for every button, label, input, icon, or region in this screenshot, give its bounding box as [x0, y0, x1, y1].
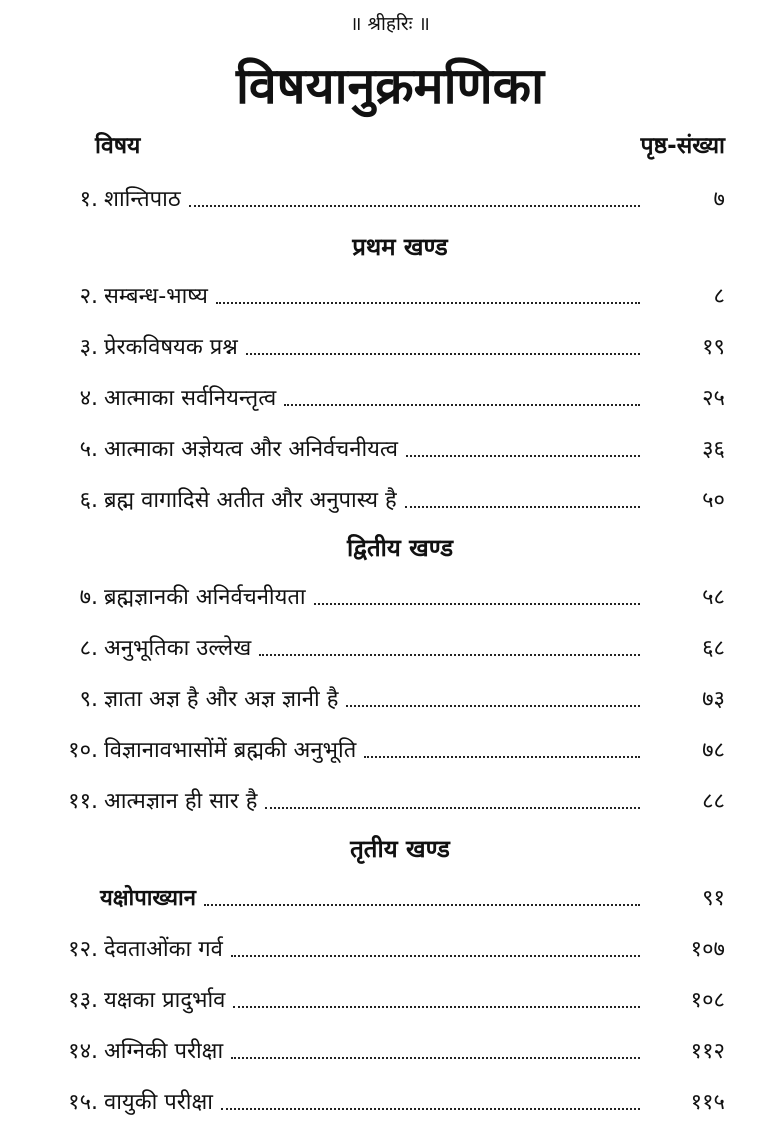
entry-title: ज्ञाता अज्ञ है और अज्ञ ज्ञानी है: [104, 686, 339, 712]
entry-page-number: ५८: [702, 584, 725, 610]
toc-entry-main: [0, 433, 640, 463]
entry-page-number: ७८: [702, 737, 725, 763]
entry-title: प्रेरकविषयक प्रश्न: [104, 334, 238, 360]
page-title: विषयानुक्रमणिका: [235, 57, 545, 115]
dot-leader: [246, 353, 640, 355]
entry-number: १.: [79, 186, 98, 212]
dot-leader: [346, 705, 640, 707]
entry-title: सम्बन्ध-भाष्य: [104, 283, 208, 309]
toc-entry-main: [0, 933, 640, 963]
entry-title: आत्माका अज्ञेयत्व और अनिर्वचनीयत्व: [104, 436, 398, 462]
toc-entry-main: [0, 683, 640, 713]
toc-entry[interactable]: [0, 1024, 780, 1075]
entry-page-number: ८८: [702, 788, 725, 814]
entry-title: देवताओंका गर्व: [104, 936, 223, 962]
toc-entry[interactable]: [0, 723, 780, 774]
entry-page-number: ७३: [702, 686, 725, 712]
entry-page-number: ९१: [702, 885, 725, 911]
dot-leader: [204, 904, 640, 906]
entry-page-number: ३६: [702, 436, 725, 462]
section-heading: प्रथम खण्ड: [352, 232, 448, 261]
entry-title: शान्तिपाठ: [104, 186, 181, 212]
dot-leader: [231, 1057, 640, 1059]
toc-entry[interactable]: [0, 269, 780, 320]
dot-leader: [284, 404, 640, 406]
toc-entry-main: [0, 183, 640, 213]
entry-number: ३.: [79, 334, 98, 360]
toc-entry-main: [0, 280, 640, 310]
entry-page-number: १९: [702, 334, 725, 360]
entry-page-number: ८: [713, 283, 725, 309]
toc-entry-main: [0, 632, 640, 662]
entry-title: यक्षोपाख्यान: [100, 885, 196, 911]
toc-entry-main: [0, 1086, 640, 1116]
toc-entry[interactable]: [0, 922, 780, 973]
entry-page-number: ७: [713, 186, 725, 212]
entry-title: यक्षका प्रादुर्भाव: [104, 987, 226, 1013]
entry-page-number: ११५: [690, 1089, 725, 1115]
entry-page-number: ११२: [690, 1038, 725, 1064]
dot-leader: [231, 955, 640, 957]
toc-entry-main: [0, 1035, 640, 1065]
entry-title: विज्ञानावभासोंमें ब्रह्मकी अनुभूति: [104, 737, 357, 763]
entry-number: ४.: [79, 385, 98, 411]
dot-leader: [189, 205, 640, 207]
dot-leader: [233, 1006, 640, 1008]
entry-page-number: ६८: [702, 635, 725, 661]
toc-entry-main: [0, 382, 640, 412]
dot-leader: [405, 506, 640, 508]
dot-leader: [216, 302, 640, 304]
entry-title: वायुकी परीक्षा: [104, 1089, 213, 1115]
entry-number: ८.: [79, 635, 98, 661]
toc-entry[interactable]: [0, 871, 780, 922]
toc-entry[interactable]: [0, 774, 780, 825]
entry-title: ब्रह्म वागादिसे अतीत और अनुपास्य है: [104, 487, 397, 513]
entry-page-number: १०८: [690, 987, 725, 1013]
entry-number: १०.: [68, 737, 98, 763]
entry-number: १३.: [68, 987, 98, 1013]
toc-entry-main: [0, 984, 640, 1014]
column-header-page: पृष्ठ-संख्या: [640, 133, 725, 159]
toc-entry[interactable]: [0, 672, 780, 723]
table-of-contents: [0, 172, 780, 1126]
entry-number: ११.: [68, 788, 98, 814]
entry-page-number: ५०: [702, 487, 725, 513]
toc-entry-main: [0, 581, 640, 611]
toc-entry-main: [0, 882, 640, 912]
section-heading: तृतीय खण्ड: [350, 834, 450, 863]
dot-leader: [406, 455, 640, 457]
toc-entry-main: [0, 484, 640, 514]
toc-entry[interactable]: [0, 621, 780, 672]
section-heading: द्वितीय खण्ड: [346, 533, 454, 562]
entry-number: ९.: [79, 686, 98, 712]
column-header-subject: विषय: [95, 133, 141, 159]
dot-leader: [314, 603, 640, 605]
entry-title: अग्निकी परीक्षा: [104, 1038, 224, 1064]
entry-number: ६.: [79, 487, 98, 513]
dot-leader: [265, 807, 640, 809]
entry-page-number: २५: [702, 385, 725, 411]
entry-page-number: १०७: [690, 936, 725, 962]
entry-title: आत्माका सर्वनियन्तृत्व: [104, 385, 277, 411]
toc-entry-main: [0, 734, 640, 764]
entry-number: २.: [79, 283, 98, 309]
toc-entry[interactable]: [0, 570, 780, 621]
toc-entry[interactable]: [0, 422, 780, 473]
toc-entry[interactable]: [0, 973, 780, 1024]
entry-number: १५.: [68, 1089, 98, 1115]
entry-number: ७.: [79, 584, 98, 610]
toc-entry[interactable]: [0, 172, 780, 223]
entry-number: ५.: [79, 436, 98, 462]
toc-entry[interactable]: [0, 473, 780, 524]
toc-entry[interactable]: [0, 1075, 780, 1126]
entry-title: अनुभूतिका उल्लेख: [104, 635, 252, 661]
invocation-heading: ॥ श्रीहरिः ॥: [350, 13, 430, 35]
entry-title: आत्मज्ञान ही सार है: [104, 788, 258, 814]
entry-title: ब्रह्मज्ञानकी अनिर्वचनीयता: [104, 584, 306, 610]
entry-number: १२.: [68, 936, 98, 962]
dot-leader: [259, 654, 640, 656]
toc-entry-main: [0, 331, 640, 361]
toc-entry[interactable]: [0, 371, 780, 422]
dot-leader: [364, 756, 640, 758]
entry-number: १४.: [68, 1038, 98, 1064]
toc-entry-main: [0, 785, 640, 815]
toc-entry[interactable]: [0, 320, 780, 371]
